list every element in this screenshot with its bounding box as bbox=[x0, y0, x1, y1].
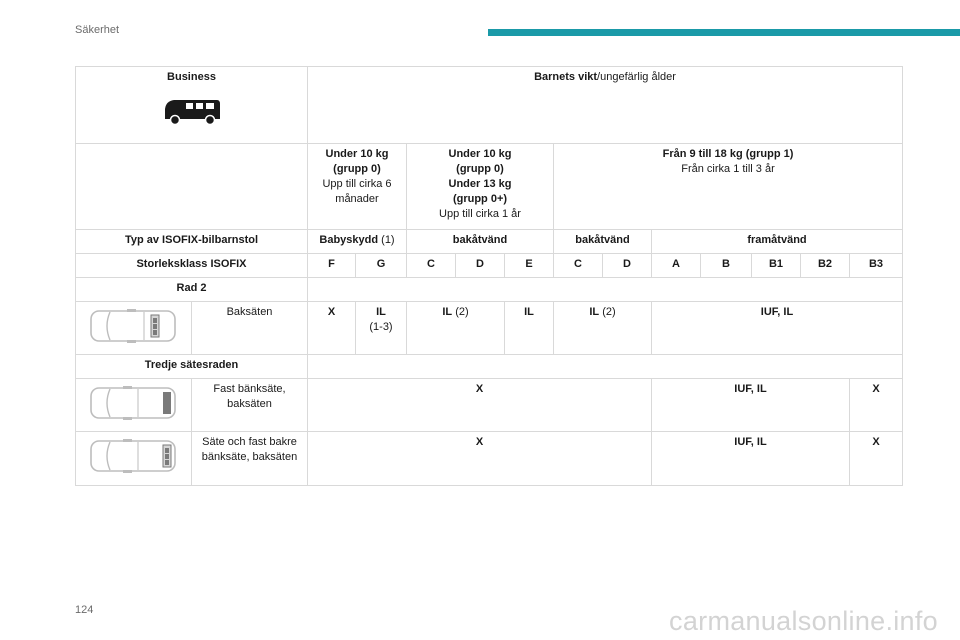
version-cell bbox=[76, 67, 308, 144]
size-class: G bbox=[356, 254, 407, 278]
type-forward: framåtvänd bbox=[652, 230, 903, 254]
group-0plus-cell: Under 10 kg (grupp 0) Under 13 kg (grupp 0+) Upp till cirka 1 år bbox=[407, 144, 554, 230]
empty-cell bbox=[308, 278, 903, 302]
size-class: F bbox=[308, 254, 356, 278]
isofix-table bbox=[75, 66, 903, 486]
group-1-cell: Från 9 till 18 kg (grupp 1) Från cirka 1 till 3 år bbox=[554, 144, 903, 230]
empty-cell bbox=[76, 144, 308, 230]
row2-cell: IUF, IL bbox=[652, 302, 903, 355]
type-label: Typ av ISOFIX-bilbarnstol bbox=[76, 230, 308, 254]
size-class: B3 bbox=[850, 254, 903, 278]
size-class: D bbox=[456, 254, 505, 278]
row-2-label: Rad 2 bbox=[76, 278, 308, 302]
size-class: B2 bbox=[801, 254, 850, 278]
row3-cell: X bbox=[850, 379, 903, 432]
size-class: C bbox=[407, 254, 456, 278]
size-class: C bbox=[554, 254, 603, 278]
row-3-label: Tredje sätesraden bbox=[76, 355, 308, 379]
header-accent-bar bbox=[488, 29, 960, 36]
type-rear-2: bakåtvänd bbox=[554, 230, 652, 254]
row2-cell: IL (2) bbox=[407, 302, 505, 355]
row3-cell: IUF, IL bbox=[652, 379, 850, 432]
version-label: Business bbox=[167, 71, 216, 83]
size-class: A bbox=[652, 254, 701, 278]
row2-cell: IL (1-3) bbox=[356, 302, 407, 355]
group-0-cell: Under 10 kg (grupp 0) Upp till cirka 6 månader bbox=[308, 144, 407, 230]
row2-cell: X bbox=[308, 302, 356, 355]
car-diagram-seat-bench-icon bbox=[76, 432, 192, 486]
van-side-icon bbox=[79, 97, 304, 125]
row3-cell: X bbox=[308, 432, 652, 486]
car-diagram-fixed-bench-icon bbox=[76, 379, 192, 432]
row2-cell: IL bbox=[505, 302, 554, 355]
size-class: E bbox=[505, 254, 554, 278]
empty-cell bbox=[308, 355, 903, 379]
size-label: Storleksklass ISOFIX bbox=[76, 254, 308, 278]
section-title: Säkerhet bbox=[75, 24, 120, 36]
row2-cell: IL (2) bbox=[554, 302, 652, 355]
row3-cell: X bbox=[308, 379, 652, 432]
row2-seat-label: Baksäten bbox=[192, 302, 308, 355]
row3-cell: IUF, IL bbox=[652, 432, 850, 486]
weight-header: Barnets vikt/ungefärlig ålder bbox=[308, 67, 903, 144]
seat-bench-label: Säte och fast bakre bänksäte, baksäten bbox=[192, 432, 308, 486]
size-class: B1 bbox=[752, 254, 801, 278]
type-rear-1: bakåtvänd bbox=[407, 230, 554, 254]
size-class: B bbox=[701, 254, 752, 278]
car-diagram-row2-icon bbox=[76, 302, 192, 355]
type-babyskydd: Babyskydd (1) bbox=[308, 230, 407, 254]
size-class: D bbox=[603, 254, 652, 278]
watermark: carmanualsonline.info bbox=[669, 606, 938, 636]
page-number: 124 bbox=[75, 604, 94, 616]
row3-cell: X bbox=[850, 432, 903, 486]
fixed-bench-label: Fast bänksäte, baksäten bbox=[192, 379, 308, 432]
